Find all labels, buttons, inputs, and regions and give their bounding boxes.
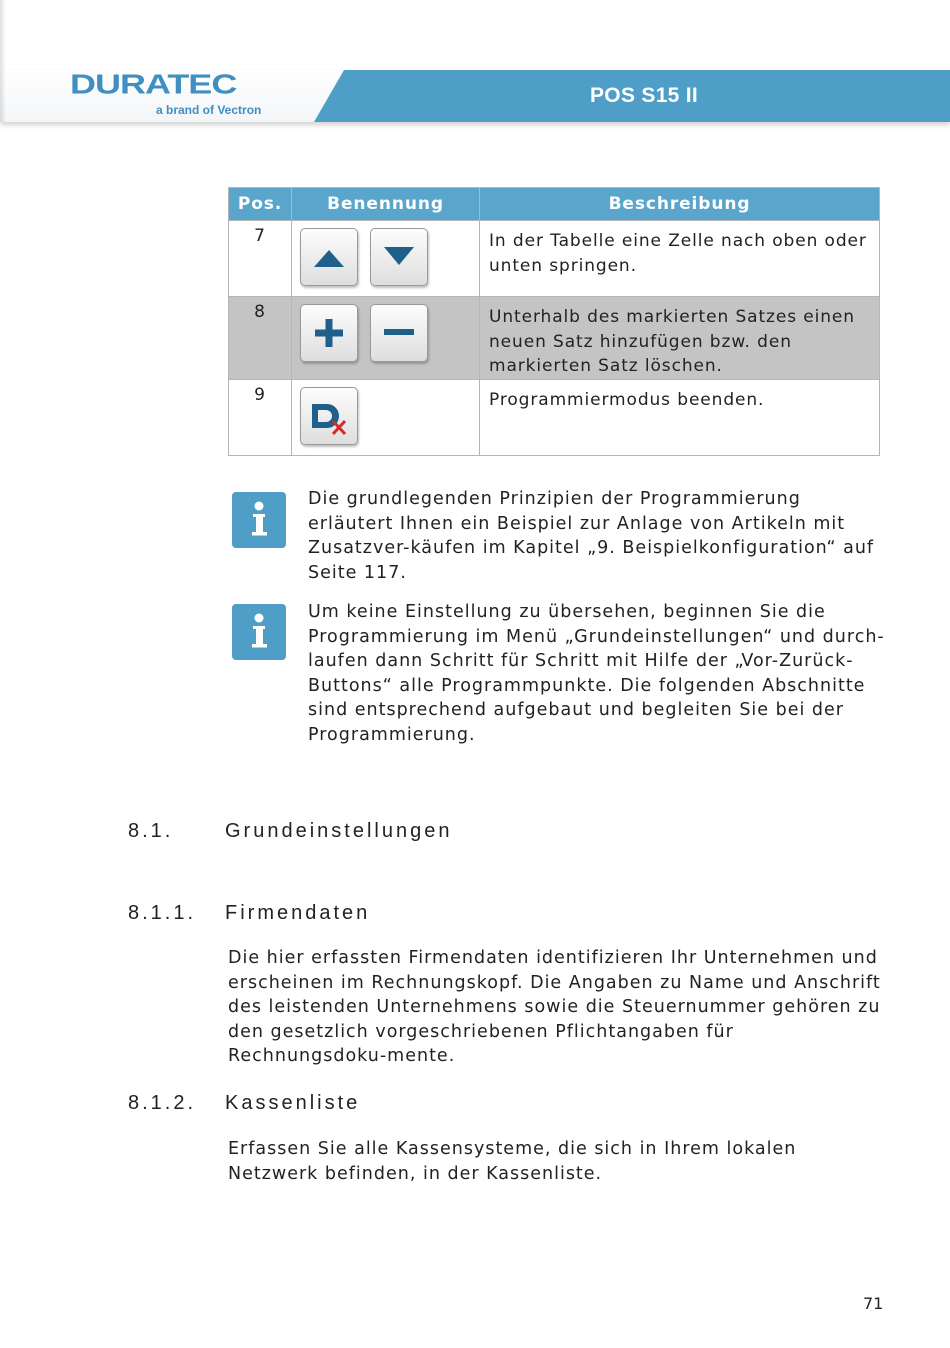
section-heading <box>128 820 452 843</box>
info-icon <box>232 492 286 548</box>
arrow-up-icon <box>300 228 358 286</box>
name-cell <box>292 297 480 380</box>
section-heading <box>128 902 370 925</box>
section-number: 8.1.2. <box>128 1092 197 1114</box>
button-reference-table <box>228 187 880 456</box>
description-cell: In der Tabelle eine Zelle nach oben oder unten springen. <box>480 221 880 297</box>
column-header-description: Beschreibung <box>480 188 880 221</box>
plus-icon <box>300 304 358 362</box>
section-title: Kassenliste <box>225 1092 361 1114</box>
table-row <box>229 221 880 297</box>
header-edge <box>0 0 6 122</box>
section-title: Firmendaten <box>225 902 371 924</box>
pos-number: 7 <box>254 226 266 246</box>
page-number: 71 <box>863 1294 884 1313</box>
description-cell: Programmiermodus beenden. <box>480 379 880 455</box>
section-number: 8.1.1. <box>128 902 197 924</box>
table-header-row <box>229 188 880 221</box>
pos-number: 8 <box>254 302 266 322</box>
page-header <box>0 0 950 125</box>
duratec-logo: DURATEC <box>70 68 237 100</box>
info-note-text: Um keine Einstellung zu übersehen, beginnen Sie die Programmierung im Menü „Grundeinstellungen“ und durch-laufen dann Schritt für Schritt mit Hilfe der „Vor-Zurück-Buttons“ alle Programmpunkte. Die folgenden Abschnitte sind entsprechend aufgebaut und begleiten Sie bei der Programmierung. <box>308 602 885 745</box>
table-row <box>229 379 880 455</box>
name-cell <box>292 221 480 297</box>
column-header-name: Benennung <box>292 188 480 221</box>
pos-cell <box>229 221 292 297</box>
description-cell: Unterhalb des markierten Satzes einen neuen Satz hinzufügen bzw. den markierten Satz löschen. <box>480 297 880 380</box>
table-row <box>229 297 880 380</box>
section-heading <box>128 1092 360 1115</box>
pos-cell <box>229 379 292 455</box>
section-body: Die hier erfassten Firmendaten identifizieren Ihr Unternehmen und erscheinen im Rechnungskopf. Die Angaben zu Name und Anschrift des leistenden Unternehmens sowie die Steuernummer gehören zu den gesetzlich vorgeschriebenen Pflichtangaben für Rechnungsdoku-mente. <box>228 948 881 1067</box>
brand-tagline: a brand of Vectron <box>156 103 262 117</box>
pos-number: 9 <box>254 384 266 405</box>
section-title: Grundeinstellungen <box>225 820 453 842</box>
section-body: Erfassen Sie alle Kassensysteme, die sich in Ihrem lokalen Netzwerk befinden, in der Kassenliste. <box>228 1139 797 1184</box>
pos-cell <box>229 297 292 380</box>
arrow-down-icon <box>370 228 428 286</box>
info-note-text: Die grundlegenden Prinzipien der Programmierung erläutert Ihnen ein Beispiel zur Anlage von Artikeln mit Zusatzver-käufen im Kapitel „9. Beispielkonfiguration“ auf Seite 117. <box>308 489 875 583</box>
product-name: POS S15 II <box>590 84 699 107</box>
name-cell <box>292 379 480 455</box>
info-icon <box>232 604 286 660</box>
section-number: 8.1. <box>128 820 174 842</box>
minus-icon <box>370 304 428 362</box>
exit-program-icon <box>300 387 358 445</box>
column-header-pos: Pos. <box>229 188 292 221</box>
